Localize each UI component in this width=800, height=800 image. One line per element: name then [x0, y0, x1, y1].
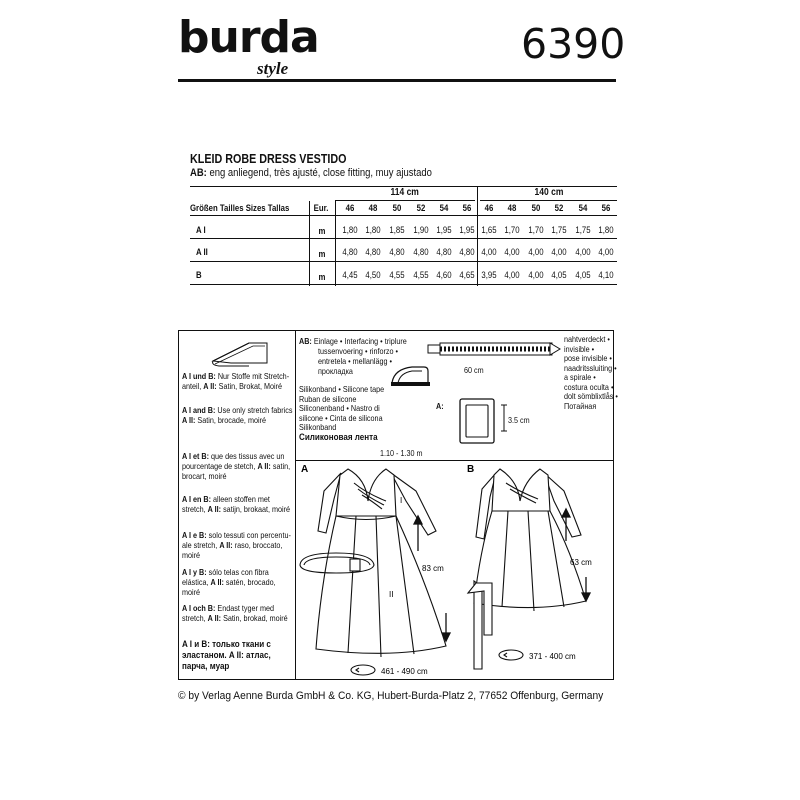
fabric-note-ru: A I и B: только ткани с эластаном. A II: атлас, парча, муар [182, 639, 271, 672]
value-cell: 1,90 [413, 225, 429, 236]
size-header: 50 [531, 203, 541, 214]
fabric-note-fr: A I et B: que des tissus avec un pourcentage de stetch, A II: satin, brocart, moiré [182, 451, 291, 481]
view-a-mark-ii: II [389, 590, 394, 599]
value-cell: 1,95 [436, 225, 452, 236]
value-cell: 4,45 [342, 270, 358, 281]
views-label: AB: [190, 167, 207, 179]
width-underline-140 [480, 200, 617, 201]
size-header: 50 [392, 203, 402, 214]
row-divider-2 [190, 261, 617, 262]
fabric-note-en: A I and B: Use only stretch fabrics A II: Satin, brocade, moiré [182, 405, 293, 425]
header-divider [178, 79, 616, 82]
interfacing-line: tussenvoering • rinforzo • [318, 346, 399, 356]
size-header: 56 [462, 203, 472, 214]
value-cell: 4,80 [365, 247, 381, 258]
value-cell: 4,00 [551, 247, 567, 258]
sizes-label: Größen Tailles Sizes Tallas [190, 203, 290, 214]
fabric-note-sv: A I och B: Endast tyger med stretch, A II: Satin, brokad, moiré [182, 603, 288, 623]
garment-description [190, 167, 432, 179]
sash-icon [468, 581, 492, 669]
value-cell: 3,95 [481, 270, 497, 281]
interfacing-line: прокладка [318, 366, 353, 376]
value-cell: 4,80 [389, 247, 405, 258]
fabric-note-es: A I y B: sólo telas con fibra elástica, A II: satén, brocado, moiré [182, 567, 276, 597]
size-header: 52 [416, 203, 426, 214]
unit: m [318, 272, 326, 283]
row-label: A II [196, 247, 208, 258]
value-cell: 4,05 [551, 270, 567, 281]
values-column-divider [335, 201, 336, 286]
value-cell: 4,00 [528, 247, 544, 258]
row-divider-1 [190, 238, 617, 239]
fabric-note-it: A I e B: solo tessuti con percentu-ale stretch, A II: raso, broccato, moiré [182, 530, 291, 560]
value-cell: 1,80 [342, 225, 358, 236]
zipper-description: nahtverdeckt • invisible • pose invisible • naadritssluiting • a spirale • costura oculta • dolt sömblixtlås • Потайная [564, 334, 618, 411]
view-b-label: B [467, 464, 475, 475]
fabric-note-nl: A I en B: alleen stoffen met stretch, A II: satijn, brokaat, moiré [182, 494, 291, 514]
size-table [190, 186, 617, 285]
value-cell: 4,55 [389, 270, 405, 281]
value-cell: 4,00 [528, 270, 544, 281]
value-cell: 4,10 [598, 270, 614, 281]
value-cell: 4,00 [481, 247, 497, 258]
value-cell: 1,80 [365, 225, 381, 236]
view-a-hem: 461 - 490 cm [381, 667, 428, 676]
row-label: B [196, 270, 202, 281]
pattern-number: 6390 [521, 20, 626, 68]
size-header: 56 [601, 203, 611, 214]
size-header: 54 [578, 203, 588, 214]
value-cell: 4,00 [504, 270, 520, 281]
zipper-length: 60 cm [464, 365, 484, 375]
value-cell: 1,75 [575, 225, 591, 236]
value-cell: 4,55 [413, 270, 429, 281]
view-a-label: A [301, 464, 309, 475]
value-cell: 1,70 [504, 225, 520, 236]
value-cell: 4,80 [459, 247, 475, 258]
silicone-tape-description: Silikonband • Silicone tape Ruban de silicone Siliconenband • Nastro di silicone • Cinta de silicona Silikonband Силиконовая лента [299, 384, 385, 443]
hem-circumference-icon [499, 650, 523, 660]
burda-style-logo [178, 12, 319, 80]
value-cell: 1,75 [551, 225, 567, 236]
value-cell: 4,00 [598, 247, 614, 258]
view-b-length: 63 cm [570, 558, 592, 567]
fabric-note-de: A I und B: Nur Stoffe mit Stretch-anteil, A II: Satin, Brokat, Moiré [182, 371, 290, 391]
notions-and-views-panel [178, 330, 618, 680]
view-a-mark-i: I [400, 496, 403, 505]
size-header: 46 [484, 203, 494, 214]
width-underline-114 [335, 200, 475, 201]
interfacing-line: entretela • mellanlägg • [318, 356, 393, 366]
logo-sub: style [257, 59, 289, 78]
logo-word: burda [178, 12, 319, 63]
value-cell: 4,00 [504, 247, 520, 258]
fabric-width-114: 114 cm [390, 187, 419, 198]
value-cell: 1,70 [528, 225, 544, 236]
size-header: 48 [368, 203, 378, 214]
value-cell: 1,95 [459, 225, 475, 236]
row-label: A I [196, 225, 206, 236]
fabric-width-140: 140 cm [534, 187, 564, 198]
garment-title: KLEID ROBE DRESS VESTIDO [190, 152, 347, 166]
value-cell: 4,80 [342, 247, 358, 258]
silicone-length: 1.10 - 1.30 m [380, 448, 423, 458]
interfacing-label: AB: Einlage • Interfacing • triplure [299, 336, 407, 346]
value-cell: 1,85 [389, 225, 405, 236]
fabric-recommendations [179, 331, 296, 679]
value-cell: 4,65 [459, 270, 475, 281]
fit-description: eng anliegend, très ajusté, close fitting, muy ajustado [209, 167, 432, 179]
copyright-line: © by Verlag Aenne Burda GmbH & Co. KG, Hubert-Burda-Platz 2, 77652 Offenburg, Germany [178, 690, 604, 702]
view-a-length: 83 cm [422, 564, 444, 573]
value-cell: 1,65 [481, 225, 497, 236]
size-header: 52 [554, 203, 564, 214]
value-cell: 4,00 [575, 247, 591, 258]
folded-fabric-icon [209, 335, 269, 371]
size-header: 54 [439, 203, 449, 214]
buckle-size: 3.5 cm [508, 415, 530, 425]
value-cell: 4,60 [436, 270, 452, 281]
hem-circumference-icon [351, 665, 375, 675]
unit: m [318, 249, 326, 260]
value-cell: 4,50 [365, 270, 381, 281]
buckle-icon [458, 397, 498, 447]
notions-section [296, 331, 618, 461]
value-cell: 1,80 [598, 225, 614, 236]
value-cell: 4,05 [575, 270, 591, 281]
zipper-icon [426, 337, 566, 361]
unit: m [318, 226, 326, 237]
header-row-divider [190, 215, 617, 216]
view-b-hem: 371 - 400 cm [529, 652, 576, 661]
eur-label: Eur. [313, 203, 329, 214]
view-a-dress [316, 469, 446, 657]
buckle-label: A: [436, 401, 444, 411]
value-cell: 4,80 [413, 247, 429, 258]
iron-icon [388, 361, 438, 391]
size-header: 48 [507, 203, 517, 214]
size-header: 46 [345, 203, 355, 214]
value-cell: 4,80 [436, 247, 452, 258]
dress-views [296, 461, 613, 679]
